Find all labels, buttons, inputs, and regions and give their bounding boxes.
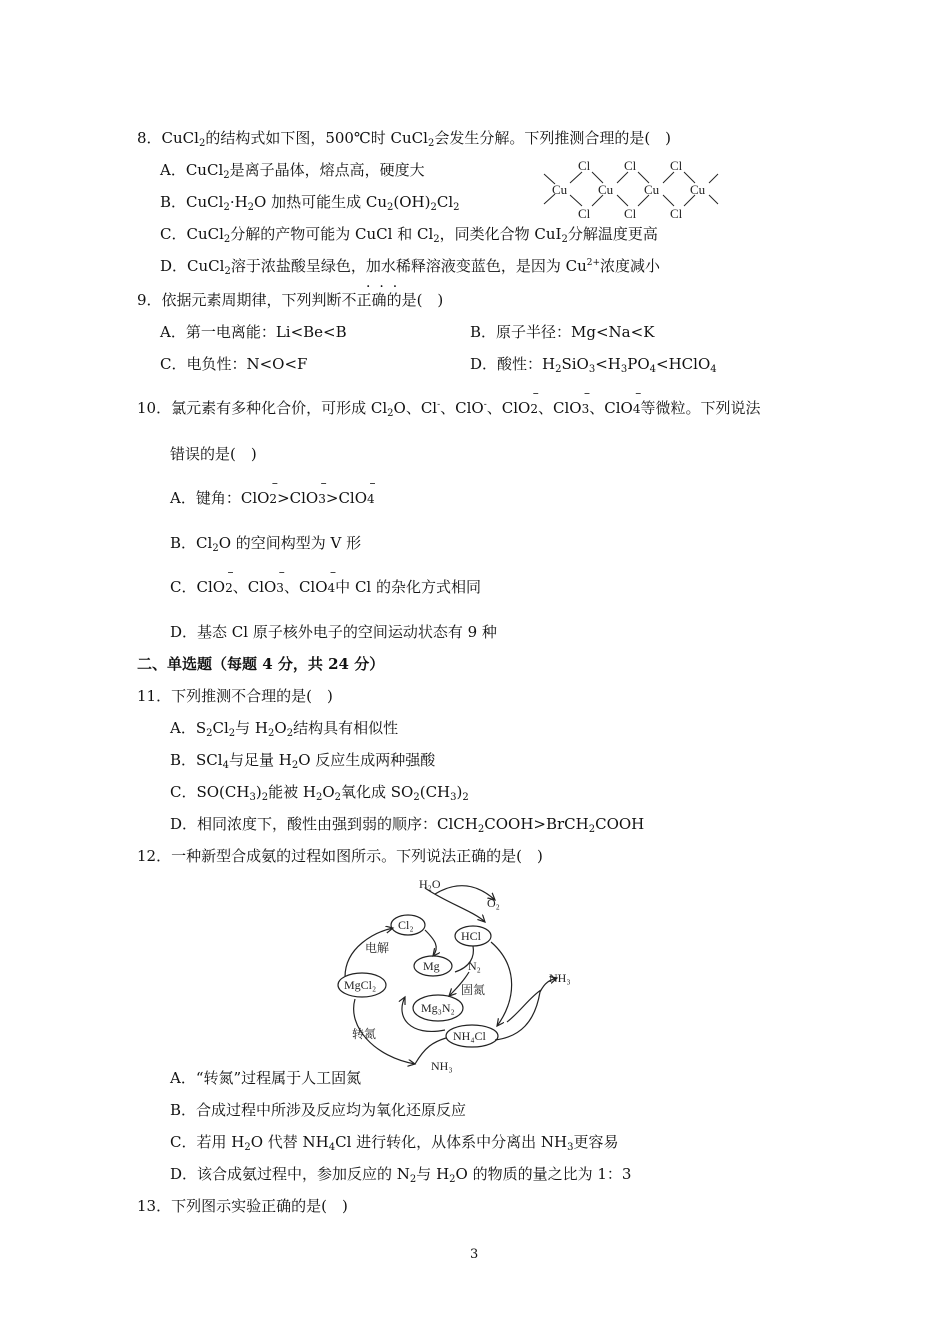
q8-option-d: D．CuCl$_2$溶于浓盐酸呈绿色，加水稀释溶液变蓝色，是因为 $Cu^{2+}$浓度减小 <box>160 257 661 277</box>
q9-option-c: C．电负性：N<O<F <box>160 355 308 373</box>
mg3n2-node: Mg₃N₂ <box>421 1001 455 1015</box>
q10-option-b: B．$Cl_2O$ 的空间构型为 V 形 <box>170 534 362 554</box>
cl-atom-bottom-2: Cl <box>624 206 637 221</box>
hcl-node: HCl <box>461 929 482 943</box>
nh4cl-node: NH₄Cl <box>453 1029 486 1043</box>
q8-stem: 8．CuCl$_2$的结构式如下图，500℃时 CuCl$_2$会发生分解。下列推测合理的是( ) <box>137 129 672 149</box>
cl-atom-top-1: Cl <box>578 158 591 173</box>
q12-option-d: D．该合成氨过程中，参加反应的 $N_2$与 $H_2O$ 的物质的量之比为 1：3 <box>170 1165 632 1185</box>
q12-option-a: A．“转氮”过程属于人工固氮 <box>170 1069 362 1087</box>
mg-node: Mg <box>423 959 440 973</box>
q9-emphasis: 不正确 <box>341 291 387 309</box>
q8-option-c: C．CuCl$_2$分解的产物可能为 CuCl 和 $Cl_2$，同类化合物 CuI$_2$分解温度更高 <box>160 225 658 245</box>
q12-option-c: C．若用 $H_2O$ 代替 $NH_4Cl$ 进行转化，从体系中分离出 $NH_3$更容易 <box>170 1133 619 1153</box>
q9-stem: 9．依据元素周期律，下列判断不正确的是( ) <box>137 291 444 309</box>
electrolysis-label: 电解 <box>365 941 390 955</box>
nh3-label-right: NH₃ <box>549 971 571 985</box>
q11-option-b: B．SCl$_4$与足量 $H_2O$ 反应生成两种强酸 <box>170 751 436 771</box>
o2-label: O₂ <box>487 896 500 910</box>
emphasis-dots: · · · <box>366 279 398 295</box>
q10-option-d: D．基态 Cl 原子核外电子的空间运动状态有 9 种 <box>170 623 497 641</box>
q12-option-b: B．合成过程中所涉及反应均为氧化还原反应 <box>170 1101 467 1119</box>
q11-option-a: A．$S_2Cl_2$与 $H_2O_2$结构具有相似性 <box>170 719 399 739</box>
q11-stem: 11．下列推测不合理的是( ) <box>137 687 333 705</box>
h2o-label: H₂O <box>419 877 441 891</box>
nh3-label-bottom: NH₃ <box>431 1059 453 1073</box>
fixation-label: 固氮 <box>461 983 486 997</box>
ammonia-synthesis-diagram <box>335 872 595 1082</box>
cu-atom-2: Cu <box>598 182 614 197</box>
q10-option-a: A．键角：ClO2 – >ClO3 – >ClO4 – <box>170 476 376 507</box>
q8-option-a: A．CuCl$_2$是离子晶体，熔点高，硬度大 <box>160 161 425 181</box>
q9-option-d: D．酸性：$H_2SiO_3<H_3PO_4<HClO_4$ <box>470 355 717 375</box>
cucl2-structure-diagram <box>540 156 720 222</box>
mgcl2-node: MgCl₂ <box>344 978 377 992</box>
cl-atom-bottom-3: Cl <box>670 206 683 221</box>
cu-atom-4: Cu <box>690 182 706 197</box>
section-heading: 二、单选题（每题 4 分，共 24 分） <box>137 655 385 673</box>
cu-atom-3: Cu <box>644 182 660 197</box>
page-number: 3 <box>470 1247 479 1262</box>
cl-atom-top-3: Cl <box>670 158 683 173</box>
n2-label: N₂ <box>468 959 481 973</box>
q11-option-c: C．$SO(CH_3)_2$能被 $H_2O_2$氧化成 $SO_2(CH_3)_2$ <box>170 783 469 803</box>
cl-atom-bottom-1: Cl <box>578 206 591 221</box>
cl-atom-top-2: Cl <box>624 158 637 173</box>
q13-stem: 13．下列图示实验正确的是( ) <box>137 1197 348 1215</box>
q11-option-d: D．相同浓度下，酸性由强到弱的顺序：ClCH$_2$COOH>BrCH$_2$COOH <box>170 815 645 835</box>
q8-option-b: B．$CuCl_2\cdot H_2O$ 加热可能生成 $Cu_2(OH)_2Cl_2$ <box>160 193 460 213</box>
q12-stem: 12．一种新型合成氨的过程如图所示。下列说法正确的是( ) <box>137 847 543 865</box>
q9-option-a: A．第一电离能：Li<Be<B <box>160 323 347 341</box>
q10-stem: 10．氯元素有多种化合价，可形成 $Cl_2O$、Cl-、ClO-、ClO2 – 、ClO3 – 、ClO4 – 等微粒。下列说法 <box>137 386 761 419</box>
cu-atom-1: Cu <box>552 182 568 197</box>
q10-option-c: C．ClO2 – 、ClO3 – 、ClO4 – 中 Cl 的杂化方式相同 <box>170 565 481 596</box>
q9-option-b: B．原子半径：Mg<Na<K <box>470 323 655 341</box>
q10-stem-line2: 错误的是( ) <box>170 445 257 463</box>
cl2-node: Cl₂ <box>398 918 414 932</box>
transfer-label: 转氮 <box>352 1027 377 1041</box>
